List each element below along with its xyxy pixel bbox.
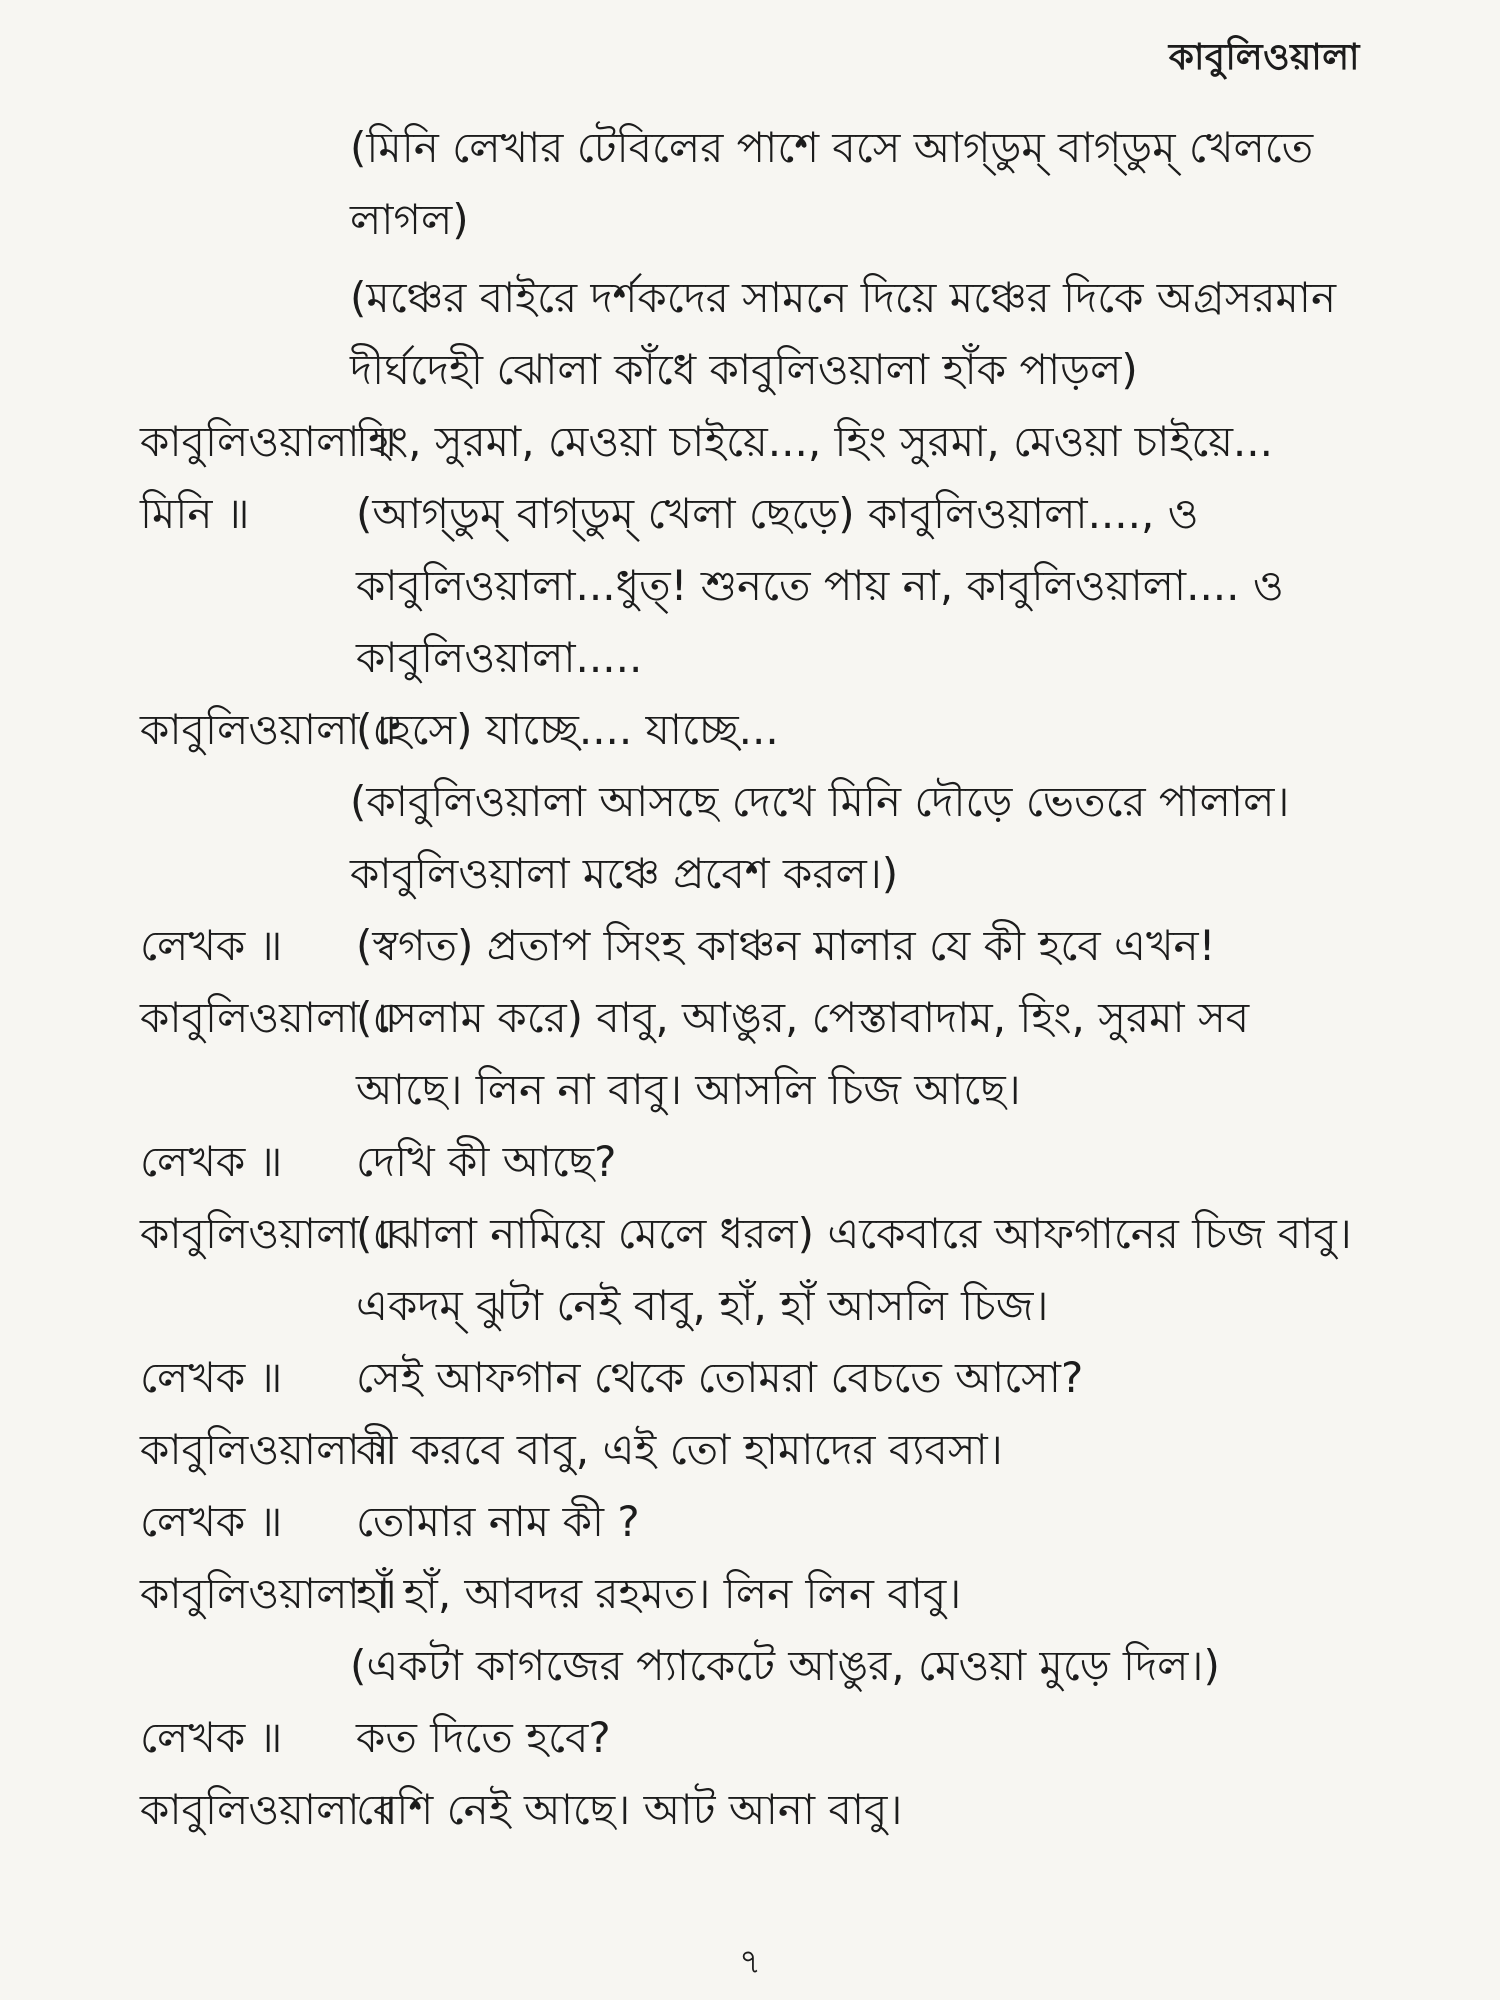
dialogue-text: কী করবে বাবু, এই তো হামাদের ব্যবসা। — [356, 1425, 1003, 1474]
speaker-name: লেখক ॥ — [140, 1713, 283, 1762]
dialogue-line — [140, 478, 1360, 694]
speaker-name: মিনি ॥ — [140, 489, 250, 538]
stage-direction — [140, 766, 1360, 910]
stage-direction-text: (কাবুলিওয়ালা আসছে দেখে মিনি দৌড়ে ভেতরে পালাল। কাবুলিওয়ালা মঞ্চে প্রবেশ করল।) — [350, 777, 1290, 898]
dialogue-text: সেই আফগান থেকে তোমরা বেচতে আসো? — [356, 1353, 1084, 1402]
dialogue-line — [140, 1414, 1360, 1486]
dialogue-text: হাঁ হাঁ, আবদর রহমত। লিন লিন বাবু। — [356, 1569, 962, 1618]
dialogue-text: (স্বগত) প্রতাপ সিংহ কাঞ্চন মালার যে কী হবে এখন! — [356, 921, 1216, 970]
dialogue-text: বেশি নেই আছে। আট আনা বাবু। — [356, 1785, 903, 1834]
play-script — [140, 112, 1360, 1846]
dialogue-text: (ঝোলা নামিয়ে মেলে ধরল) একেবারে আফগানের চিজ বাবু। একদম্ ঝুটা নেই বাবু, হাঁ, হাঁ আসলি চিজ। — [356, 1209, 1352, 1330]
speaker-name: কাবুলিওয়ালা ॥ — [140, 1569, 397, 1618]
speaker-name: কাবুলিওয়ালা ॥ — [140, 417, 397, 466]
stage-direction-text: (মঞ্চের বাইরে দর্শকদের সামনে দিয়ে মঞ্চের দিকে অগ্রসরমান দীর্ঘদেহী ঝোলা কাঁধে কাবুলিওয়ালা হাঁক পাড়ল) — [350, 273, 1337, 394]
dialogue-line — [140, 982, 1360, 1126]
dialogue-line — [140, 1342, 1360, 1414]
speaker-name: লেখক ॥ — [140, 1353, 283, 1402]
speaker-name: কাবুলিওয়ালা ॥ — [140, 993, 397, 1042]
dialogue-line — [140, 1702, 1360, 1774]
dialogue-line — [140, 1198, 1360, 1342]
dialogue-text: (হেসে) যাচ্ছে.... যাচ্ছে... — [356, 705, 779, 754]
stage-direction — [140, 262, 1360, 406]
dialogue-line — [140, 1486, 1360, 1558]
speaker-name: কাবুলিওয়ালা ॥ — [140, 1785, 397, 1834]
dialogue-text: (আগ্ডুম্ বাগ্ডুম্ খেলা ছেড়ে) কাবুলিওয়ালা...., ও কাবুলিওয়ালা...ধুত্! শুনতে পায় না, কাবুলিওয়ালা.... ও কাবুলিওয়ালা..... — [356, 489, 1284, 682]
dialogue-line — [140, 1774, 1360, 1846]
dialogue-text: কত দিতে হবে? — [356, 1713, 611, 1762]
stage-direction-text: (একটা কাগজের প্যাকেটে আঙুর, মেওয়া মুড়ে দিল।) — [350, 1641, 1220, 1690]
page-number: ৭ — [738, 1942, 762, 1982]
dialogue-text: তোমার নাম কী ? — [356, 1497, 640, 1546]
speaker-name: কাবুলিওয়ালা ॥ — [140, 705, 397, 754]
speaker-name: কাবুলিওয়ালা ॥ — [140, 1209, 397, 1258]
speaker-name: লেখক ॥ — [140, 921, 283, 970]
speaker-name: কাবুলিওয়ালা ॥ — [140, 1425, 397, 1474]
dialogue-line — [140, 1558, 1360, 1630]
stage-direction — [140, 1630, 1360, 1702]
dialogue-line — [140, 1126, 1360, 1198]
dialogue-text: (সেলাম করে) বাবু, আঙুর, পেস্তাবাদাম, হিং, সুরমা সব আছে। লিন না বাবু। আসলি চিজ আছে। — [356, 993, 1250, 1114]
dialogue-line — [140, 910, 1360, 982]
dialogue-text: হিং, সুরমা, মেওয়া চাইয়ে..., হিং সুরমা, মেওয়া চাইয়ে... — [356, 417, 1273, 466]
running-header: কাবুলিওয়ালা — [1168, 37, 1360, 78]
speaker-name: লেখক ॥ — [140, 1497, 283, 1546]
dialogue-line — [140, 694, 1360, 766]
stage-direction — [140, 112, 1360, 256]
stage-direction-text: (মিনি লেখার টেবিলের পাশে বসে আগ্ডুম্ বাগ্ডুম্ খেলতে লাগল) — [350, 123, 1314, 244]
speaker-name: লেখক ॥ — [140, 1137, 283, 1186]
dialogue-line — [140, 406, 1360, 478]
dialogue-text: দেখি কী আছে? — [356, 1137, 617, 1186]
